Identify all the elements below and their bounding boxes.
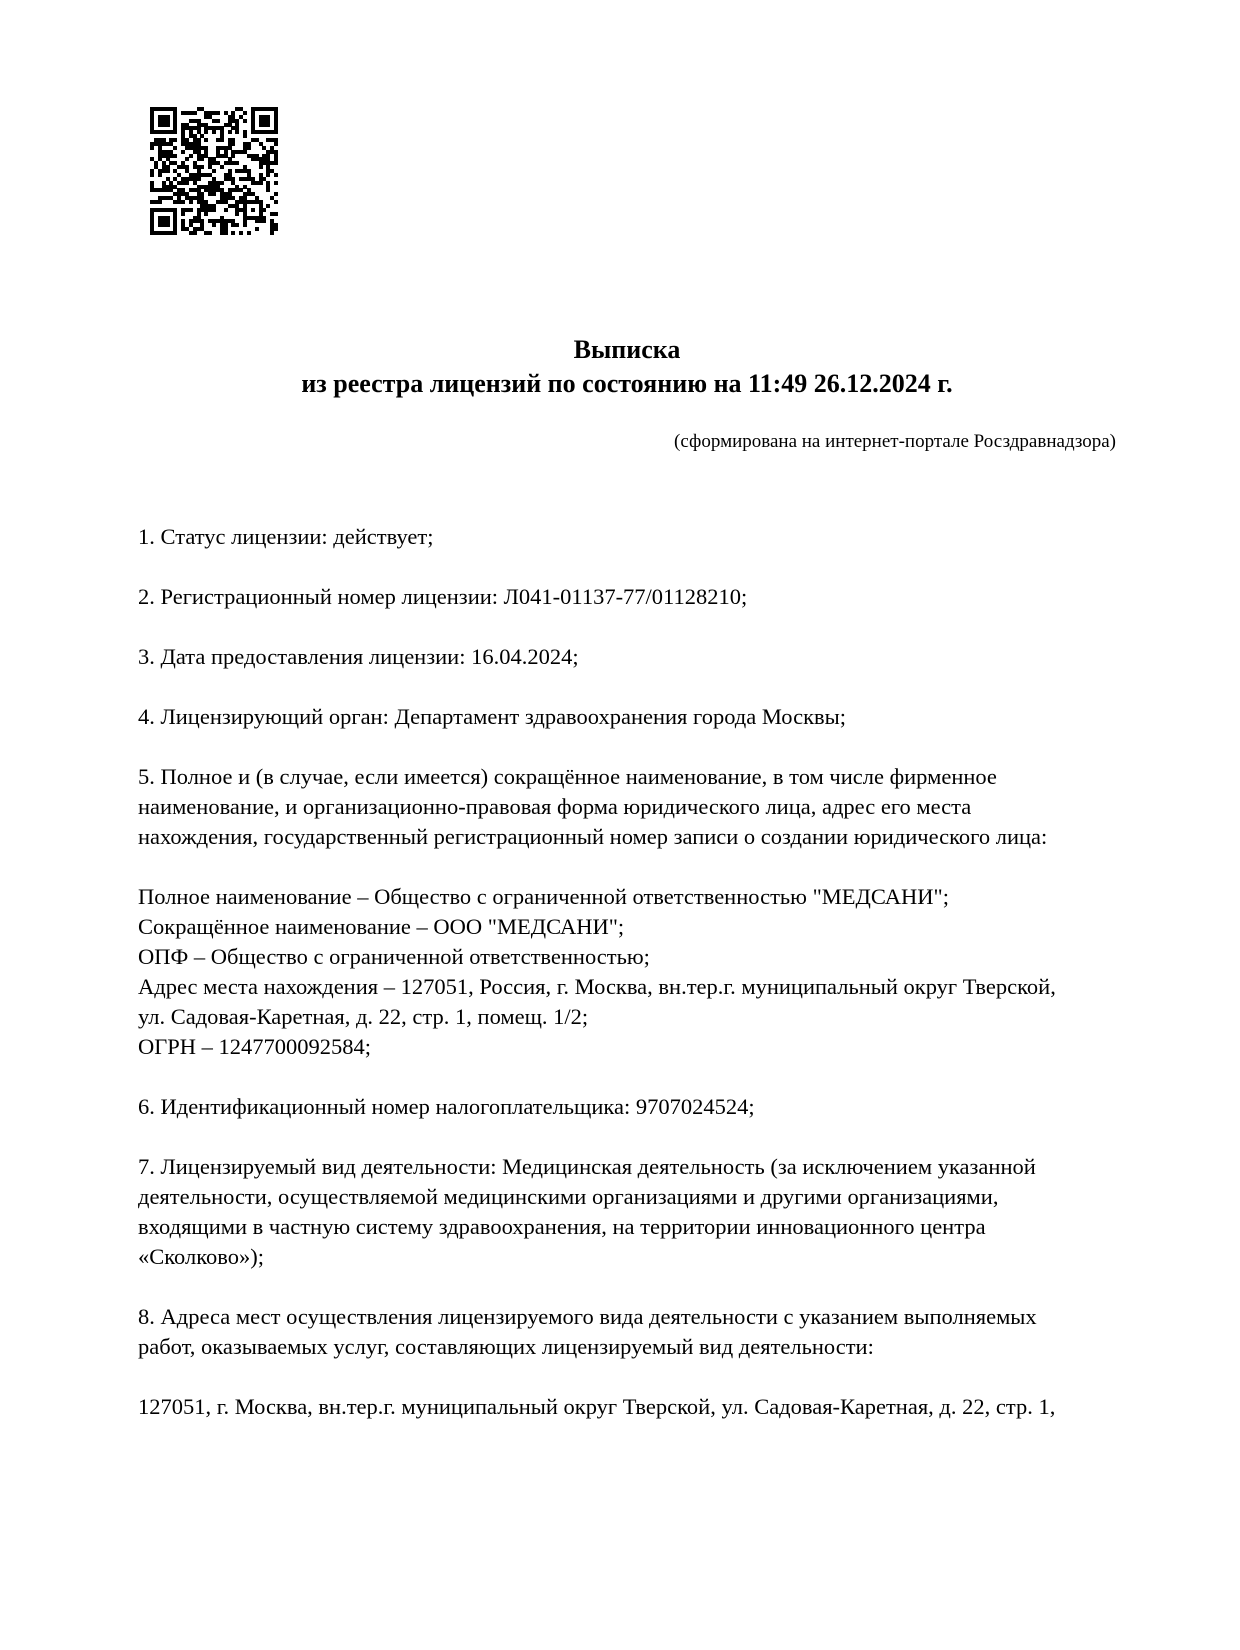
text-line: ул. Садовая-Каретная, д. 22, стр. 1, помещ. 1/2; xyxy=(138,1004,589,1029)
qr-code xyxy=(150,107,278,235)
text-line: деятельности, осуществляемой медицинскими организациями и другими организациями, xyxy=(138,1184,999,1209)
paragraph xyxy=(138,762,1116,852)
text-line: наименование, и организационно-правовая форма юридического лица, адрес его места xyxy=(138,794,972,819)
text-line: 1. Статус лицензии: действует; xyxy=(138,524,434,549)
paragraph xyxy=(138,1152,1116,1272)
text-line: Адрес места нахождения – 127051, Россия, г. Москва, вн.тер.г. муниципальный округ Тверской, xyxy=(138,974,1056,999)
text-line: 5. Полное и (в случае, если имеется) сокращённое наименование, в том числе фирменное xyxy=(138,764,997,789)
document-subtitle: (сформирована на интернет-портале Росздравнадзора) xyxy=(674,431,1116,452)
paragraph xyxy=(138,522,1116,552)
text-line: 2. Регистрационный номер лицензии: Л041-01137-77/01128210; xyxy=(138,584,748,609)
text-line: ОПФ – Общество с ограниченной ответственностью; xyxy=(138,944,650,969)
paragraph xyxy=(138,702,1116,732)
paragraph xyxy=(138,1302,1116,1362)
title-line-2: из реестра лицензий по состоянию на 11:49 26.12.2024 г. xyxy=(301,369,953,398)
paragraph xyxy=(138,642,1116,672)
paragraph xyxy=(138,1392,1116,1422)
document-content xyxy=(138,333,1116,1452)
document-title xyxy=(138,333,1116,401)
text-line: Полное наименование – Общество с ограниченной ответственностью "МЕДСАНИ"; xyxy=(138,884,949,909)
text-line: 8. Адреса мест осуществления лицензируемого вида деятельности с указанием выполняемых xyxy=(138,1304,1037,1329)
text-line: входящими в частную систему здравоохранения, на территории инновационного центра xyxy=(138,1214,986,1239)
paragraph xyxy=(138,1092,1116,1122)
title-line-1: Выписка xyxy=(573,335,681,364)
text-line: нахождения, государственный регистрационный номер записи о создании юридического лица: xyxy=(138,824,1048,849)
text-line: 7. Лицензируемый вид деятельности: Медицинская деятельность (за исключением указанной xyxy=(138,1154,1036,1179)
text-line: «Сколково»); xyxy=(138,1244,264,1269)
document-body xyxy=(138,522,1116,1422)
paragraph xyxy=(138,582,1116,612)
text-line: 3. Дата предоставления лицензии: 16.04.2024; xyxy=(138,644,579,669)
text-line: ОГРН – 1247700092584; xyxy=(138,1034,372,1059)
text-line: Сокращённое наименование – ООО "МЕДСАНИ"; xyxy=(138,914,625,939)
text-line: 127051, г. Москва, вн.тер.г. муниципальный округ Тверской, ул. Садовая-Каретная, д. 22, стр. 1, xyxy=(138,1394,1056,1419)
text-line: 4. Лицензирующий орган: Департамент здравоохранения города Москвы; xyxy=(138,704,847,729)
text-line: 6. Идентификационный номер налогоплательщика: 9707024524; xyxy=(138,1094,755,1119)
paragraph xyxy=(138,882,1116,1062)
text-line: работ, оказываемых услуг, составляющих лицензируемый вид деятельности: xyxy=(138,1334,874,1359)
